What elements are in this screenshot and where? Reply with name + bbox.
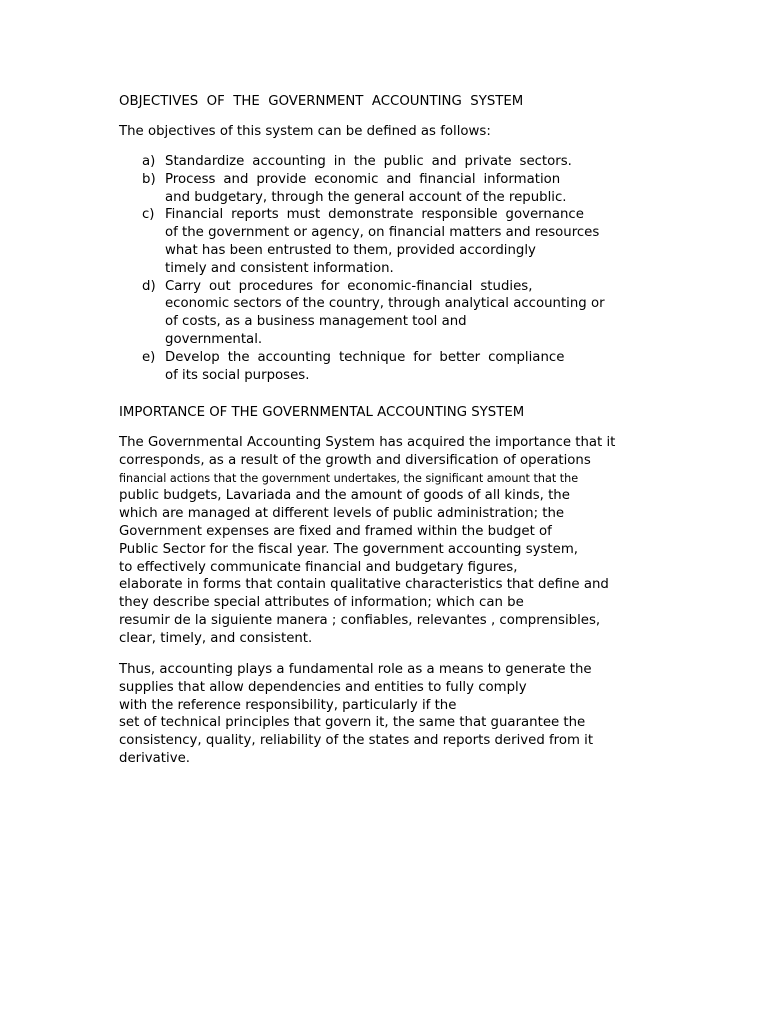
paragraph-line: consistency, quality, reliability of the states and reports derived from it [119,733,594,749]
objective-line: what has been entrusted to them, provided accordingly [165,242,536,258]
objective-line: of its social purposes. [165,367,310,383]
objective-marker: c) [142,207,155,223]
objective-line: and budgetary, through the general account of the republic. [165,189,567,205]
paragraph-line: financial actions that the government undertakes, the significant amount that the [119,471,579,485]
objective-line: Financial reports must demonstrate responsible governance [165,207,584,223]
objective-line: Carry out procedures for economic-financial studies, [165,278,533,294]
importance-paragraph-1 [119,434,679,648]
objective-line: of the government or agency, on financial matters and resources [165,225,600,241]
objective-item-c [142,206,682,277]
paragraph-line: resumir de la siguiente manera ; confiables, relevantes , comprensibles, [119,612,601,628]
objectives-list [142,153,682,384]
paragraph-line: public budgets, Lavariada and the amount of goods of all kinds, the [119,488,570,504]
importance-heading: IMPORTANCE OF THE GOVERNMENTAL ACCOUNTING SYSTEM [119,405,525,420]
objective-line: Develop the accounting technique for better compliance [165,349,565,365]
objective-marker: a) [142,154,156,169]
objective-item-d [142,278,682,349]
paragraph-line: Thus, accounting plays a fundamental role as a means to generate the [119,662,592,677]
objective-line: economic sectors of the country, through analytical accounting or [165,296,605,312]
objective-line: Process and provide economic and financial information [165,171,561,187]
paragraph-line: which are managed at different levels of public administration; the [119,506,565,522]
objectives-intro-block [119,123,679,141]
paragraph-line: corresponds, as a result of the growth and diversification of operations [119,452,591,468]
paragraph-line: Public Sector for the fiscal year. The government accounting system, [119,541,578,557]
objective-line: governmental. [165,331,263,347]
paragraph-line: with the reference responsibility, particularly if the [119,697,457,713]
importance-heading-block [119,404,679,422]
objective-line: timely and consistent information. [165,260,394,276]
objectives-heading-block [119,93,679,111]
objective-item-e [142,349,682,385]
objective-item-a [142,153,682,171]
objectives-intro: The objectives of this system can be defined as follows: [119,124,491,139]
paragraph-line: they describe special attributes of information; which can be [119,595,524,611]
paragraph-line: Government expenses are fixed and framed within the budget of [119,523,552,539]
paragraph-line: The Governmental Accounting System has acquired the importance that it [119,435,616,450]
paragraph-line: to effectively communicate financial and budgetary figures, [119,559,518,575]
objectives-heading: OBJECTIVES OF THE GOVERNMENT ACCOUNTING SYSTEM [119,94,524,109]
objective-line: Standardize accounting in the public and private sectors. [165,154,572,169]
paragraph-line: supplies that allow dependencies and entities to fully comply [119,679,527,695]
objective-marker: d) [142,278,156,294]
paragraph-line: set of technical principles that govern it, the same that guarantee the [119,715,586,731]
importance-paragraph-2 [119,661,679,768]
paragraph-line: clear, timely, and consistent. [119,630,313,646]
paragraph-line: elaborate in forms that contain qualitative characteristics that define and [119,577,609,593]
objective-item-b [142,171,682,207]
objective-marker: b) [142,171,156,187]
objective-marker: e) [142,349,156,365]
paragraph-line: derivative. [119,750,190,766]
objective-line: of costs, as a business management tool and [165,314,467,330]
